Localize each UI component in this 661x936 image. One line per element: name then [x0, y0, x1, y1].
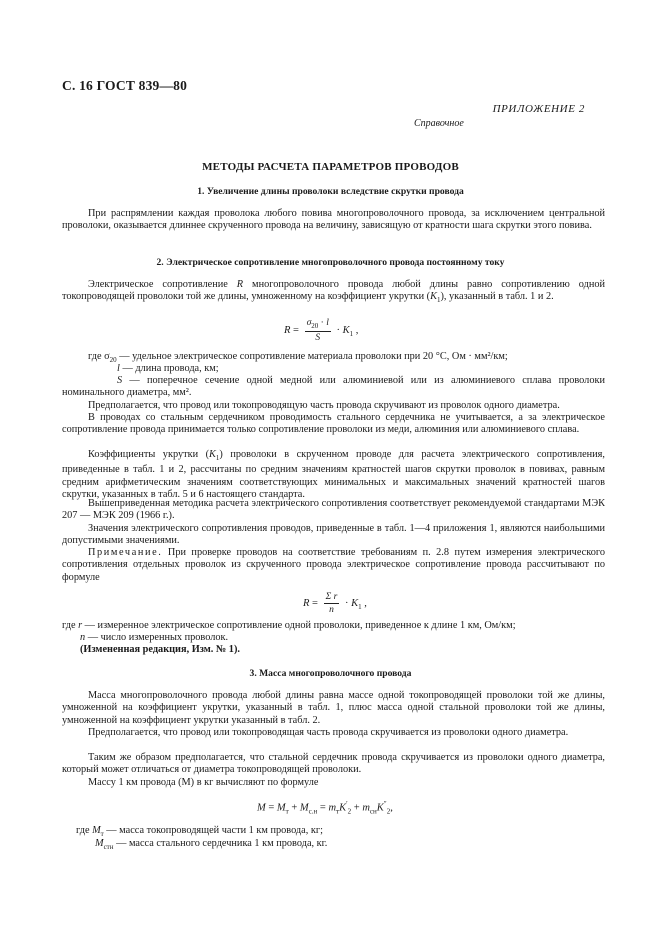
appendix-label: ПРИЛОЖЕНИЕ 2 [492, 103, 585, 115]
section-3-paragraph-1: Масса многопроволочного провода любой длины равна массе одной токопроводящей проволоки той же длины, умноженной на коэффициент укрутки, указанный в табл. 1, плюс масса одной стальной проволоки той же длины, умноженной на коэффициент укрутки указанный в табл. 2. [62, 690, 605, 726]
amendment-note: (Измененная редакция, Изм. № 1). [80, 644, 240, 655]
measured-formula-fraction: $\frac{\text{Σ r}}{n}$ [325, 592, 338, 615]
where-msn: $M_{стн}$ — масса стального сердечника 1 км провода, кг. [95, 838, 328, 852]
resistance-formula: R = $\frac{\sigma_{20} \cdot l}{S}$ · $K_1$ , [284, 318, 359, 343]
resistance-formula-fraction: $\frac{\sigma_{20} \cdot l}{S}$ [306, 318, 329, 343]
section-3-title: 3. Масса многопроволочного провода [249, 668, 412, 679]
where-mt: где $M_т$ — масса токопроводящей части 1 км провода, кг; [76, 825, 323, 839]
note-label: Примечание. [88, 547, 163, 558]
where-l: l — длина провода, км; [117, 363, 219, 374]
page-header: С. 16 ГОСТ 839—80 [62, 78, 188, 93]
section-1-paragraph: При распрямлении каждая проволока любого повива многопроволочного провода, за исключением центральной проволоки, оказывается длиннее скрученного провода на величину, зависящую от кратности шага скрутки этого повива. [62, 208, 605, 232]
section-1-title: 1. Увеличение длины проволоки вследствие скрутки провода [197, 186, 464, 197]
section-3-paragraph-3: Таким же образом предполагается, что стальной сердечник провода скручивается из проволоки одного диаметра, который может отличаться от диаметра токопроводящей проволоки. [62, 752, 605, 776]
note-paragraph: Примечание. При проверке проводов на соответствие требованиям п. 2.8 путем измерения электрического сопротивления отдельных проволок из скрученного провода электрическое сопротивление провода рассчитывают по формуле [62, 547, 605, 583]
section-2-title: 2. Электрическое сопротивление многопроволочного провода постоянному току [156, 257, 505, 268]
steel-core-paragraph: В проводах со стальным сердечником проводимость стального сердечника не учитывается, а за электрическое сопротивление провода принимается только сопротивление проволоки из меди, алюминия или алюминиевого сплава. [62, 412, 605, 436]
where-sigma: где $\sigma_{20}$ — удельное электрическое сопротивление материала проволоки при 20 °С, Ом · мм²/км; [88, 351, 508, 365]
values-paragraph: Значения электрического сопротивления проводов, приведенные в табл. 1—4 приложения 1, являются наибольшими допустимыми значениями. [62, 523, 605, 547]
section-3-paragraph-4: Массу 1 км провода (М) в кг вычисляют по формуле [88, 777, 319, 788]
where-s: S — поперечное сечение одной медной или алюминиевой или из алюминиевого сплава проволоки номинального диаметра, мм². [62, 375, 605, 399]
where-r: где r — измеренное электрическое сопротивление одной проволоки, приведенное к длине 1 км, Ом/км; [62, 620, 516, 631]
method-paragraph: Вышеприведенная методика расчета электрического сопротивления соответствует рекомендуемой стандартами МЭК 207 — МЭК 209 (1966 г.). [62, 498, 605, 522]
measured-resistance-formula: R = $\frac{\text{Σ r}}{n}$ · $K_1$ , [303, 592, 367, 615]
appendix-reference: Справочное [414, 118, 464, 129]
section-2-intro: Электрическое сопротивление R многопроволочного провода любой длины равно сопротивлению одной токопроводящей проволоки той же длины, умноженному на коэффициент укрутки $(K_1)$, указанный в табл. 1 и 2. [62, 279, 606, 305]
coefficient-paragraph: Коэффициенты укрутки $(K_1)$ проволоки в скрученном проводе для расчета электрического сопротивления, приведенные в табл. 1 и 2, рассчитаны по средним значениям кратностей шагов скрутки проволок в повивах, равным средним арифметическим значениям соответствующих минимальных и максимальных значений кратностей шагов скрутки, указанных в табл. 5 и 6 настоящего стандарта. [62, 449, 605, 501]
assumption-paragraph: Предполагается, что провод или токопроводящую часть провода скручивают из проволок одного диаметра. [88, 400, 560, 411]
where-n: n — число измеренных проволок. [80, 632, 229, 643]
document-title: МЕТОДЫ РАСЧЕТА ПАРАМЕТРОВ ПРОВОДОВ [202, 161, 459, 173]
mass-formula: $M = M_т + M_{с.н} = m_тK'_2 + m_{сн}K''_2$, [257, 800, 393, 816]
section-3-paragraph-2: Предполагается, что провод или токопроводящая часть провода скручивается из проволоки одного диаметра. [88, 727, 569, 738]
